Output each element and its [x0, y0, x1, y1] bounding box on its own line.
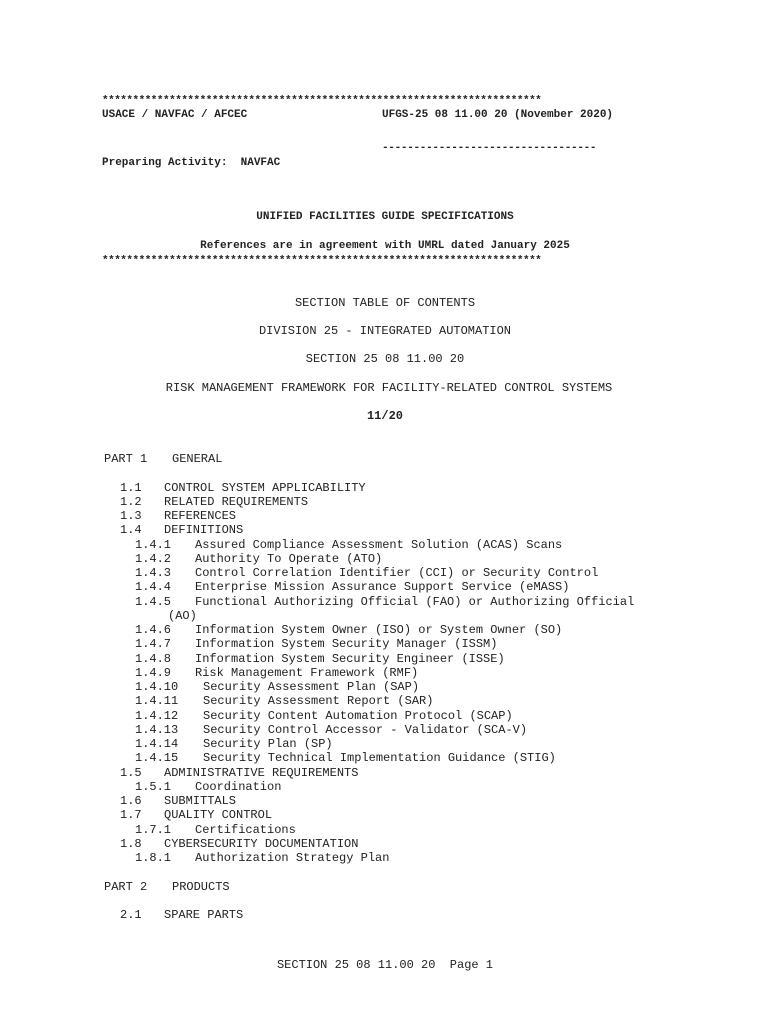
- division-heading: DIVISION 25 - INTEGRATED AUTOMATION: [258, 324, 512, 338]
- toc-item[interactable]: 1.4.10 Security Assessment Plan (SAP): [135, 680, 420, 694]
- table-of-contents: [104, 452, 634, 922]
- toc-part-number: PART 1: [104, 452, 148, 466]
- toc-item[interactable]: 1.4.7 Information System Security Manager (ISSM): [135, 637, 498, 652]
- section-title: RISK MANAGEMENT FRAMEWORK FOR FACILITY-RELATED CONTROL SYSTEMS: [165, 381, 613, 395]
- toc-item[interactable]: 1.8 CYBERSECURITY DOCUMENTATION: [120, 836, 359, 851]
- toc-item[interactable]: 1.4 DEFINITIONS: [120, 523, 244, 538]
- toc-part-label: PRODUCTS: [172, 879, 230, 894]
- toc-item-continuation: (AO): [168, 608, 197, 623]
- section-number: SECTION 25 08 11.00 20: [305, 352, 465, 366]
- document-title: UNIFIED FACILITIES GUIDE SPECIFICATIONS: [256, 211, 514, 223]
- header-stars-top: ************************************************************************: [102, 95, 542, 107]
- toc-item[interactable]: 1.4.6 Information System Owner (ISO) or System Owner (SO): [135, 623, 563, 637]
- toc-item[interactable]: 1.4.13 Security Control Accessor - Validator (SCA-V): [135, 722, 528, 737]
- section-date: 11/20: [366, 409, 403, 423]
- toc-item[interactable]: 1.4.15 Security Technical Implementation Guidance (STIG): [135, 751, 556, 766]
- toc-title: SECTION TABLE OF CONTENTS: [294, 296, 476, 310]
- toc-item[interactable]: 1.4.1 Assured Compliance Assessment Solution (ACAS) Scans: [135, 537, 563, 552]
- header-spec-id: UFGS-25 08 11.00 20 (November 2020): [382, 109, 614, 121]
- toc-item[interactable]: 1.1 CONTROL SYSTEM APPLICABILITY: [120, 480, 366, 495]
- header-organizations: USACE / NAVFAC / AFCEC: [102, 109, 248, 121]
- preparing-activity: Preparing Activity: NAVFAC: [102, 157, 281, 169]
- toc-item[interactable]: 1.4.11 Security Assessment Report (SAR): [135, 694, 434, 709]
- toc-item[interactable]: 1.7 QUALITY CONTROL: [120, 808, 273, 823]
- toc-item[interactable]: 1.5 ADMINISTRATIVE REQUIREMENTS: [120, 765, 359, 780]
- references-note: References are in agreement with UMRL dated January 2025: [200, 240, 570, 252]
- toc-item[interactable]: 1.4.14 Security Plan (SP): [135, 737, 333, 751]
- header-underline: ----------------------------------: [382, 142, 597, 154]
- toc-item[interactable]: 1.5.1 Coordination: [135, 779, 282, 794]
- toc-item[interactable]: 1.4.5 Functional Authorizing Official (FAO) or Authorizing Official: [135, 594, 635, 609]
- page-footer: SECTION 25 08 11.00 20 Page 1: [276, 958, 494, 972]
- toc-item[interactable]: 1.4.2 Authority To Operate (ATO): [135, 551, 383, 566]
- toc-part-2: [104, 880, 634, 894]
- toc-item[interactable]: 1.4.9 Risk Management Framework (RMF): [135, 665, 419, 680]
- toc-item[interactable]: 1.4.3 Control Correlation Identifier (CCI) or Security Control: [135, 566, 599, 580]
- toc-item[interactable]: 1.8.1 Authorization Strategy Plan: [135, 851, 390, 865]
- toc-item[interactable]: 1.2 RELATED REQUIREMENTS: [120, 494, 309, 509]
- toc-part-number: PART 2: [104, 879, 148, 894]
- toc-item[interactable]: 1.7.1 Certifications: [135, 822, 296, 837]
- toc-part-1: [104, 452, 634, 466]
- toc-item[interactable]: 1.4.8 Information System Security Engineer (ISSE): [135, 651, 505, 666]
- toc-item[interactable]: 2.1 SPARE PARTS: [120, 908, 244, 922]
- toc-part-label: GENERAL: [172, 452, 223, 466]
- toc-item[interactable]: 1.4.12 Security Content Automation Protocol (SCAP): [135, 708, 513, 723]
- toc-item[interactable]: 1.4.4 Enterprise Mission Assurance Support Service (eMASS): [135, 580, 570, 595]
- header-stars-bottom: ************************************************************************: [102, 255, 542, 267]
- toc-item[interactable]: 1.6 SUBMITTALS: [120, 794, 237, 808]
- toc-item[interactable]: 1.3 REFERENCES: [120, 509, 237, 523]
